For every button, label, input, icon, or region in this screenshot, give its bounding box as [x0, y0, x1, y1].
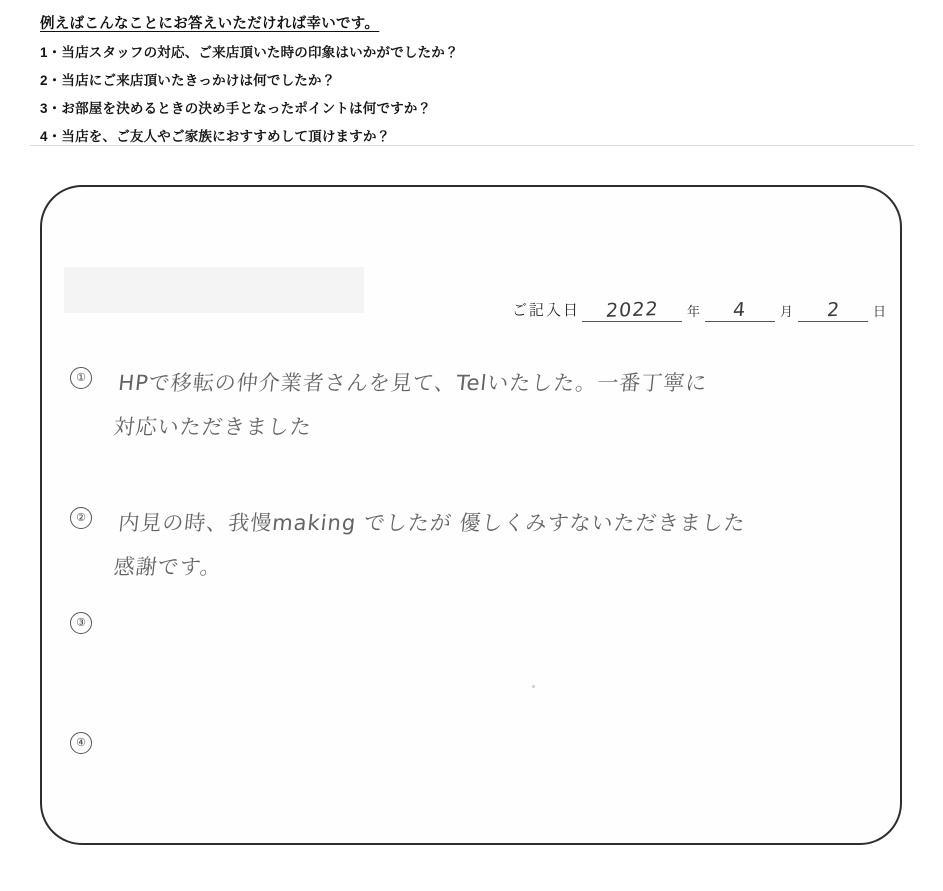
answer-text-1[interactable]: HPで移転の仲介業者さんを見て、Telいたした。一番丁寧に 対応いただきました — [112, 371, 709, 439]
answer-number-2: ② — [70, 507, 92, 529]
entry-date-year-unit: 年 — [687, 304, 701, 319]
entry-date-month-unit: 月 — [780, 304, 794, 319]
entry-date-line — [512, 298, 887, 322]
answer-number-4: ④ — [70, 732, 92, 754]
entry-date-month-value: 4 — [732, 298, 748, 322]
entry-date-label: ご記入日 — [512, 302, 581, 319]
scan-artifact-speck — [532, 685, 535, 688]
answer-number-1: ① — [70, 367, 92, 389]
entry-date-day-unit: 日 — [873, 304, 887, 319]
page-title: 例えばこんなことにお答えいただければ幸いです。 — [40, 16, 380, 32]
redacted-name-strip — [64, 267, 364, 313]
entry-date-month-slot[interactable] — [705, 298, 775, 322]
header-block — [40, 12, 900, 145]
entry-date-day-value: 2 — [825, 298, 841, 322]
entry-date-day-slot[interactable] — [798, 298, 868, 322]
answer-number-3: ③ — [70, 612, 92, 634]
question-item-3: 3・お部屋を決めるときの決め手となったポイントは何ですか？ — [40, 101, 432, 116]
handwritten-answer-card — [40, 185, 902, 845]
answer-text-2[interactable]: 内見の時、我慢making でしたが 優しくみすないただきました 感謝です。 — [112, 511, 747, 579]
question-item-4: 4・当店を、ご友人やご家族におすすめして頂けますか？ — [40, 129, 391, 144]
header-divider — [30, 145, 914, 146]
entry-date-year-slot[interactable] — [582, 298, 682, 322]
entry-date-year-value: 2022 — [604, 298, 660, 322]
question-item-2: 2・当店にご来店頂いたきっかけは何でしたか？ — [40, 73, 336, 88]
question-item-1: 1・当店スタッフの対応、ご来店頂いた時の印象はいかがでしたか？ — [40, 45, 459, 60]
